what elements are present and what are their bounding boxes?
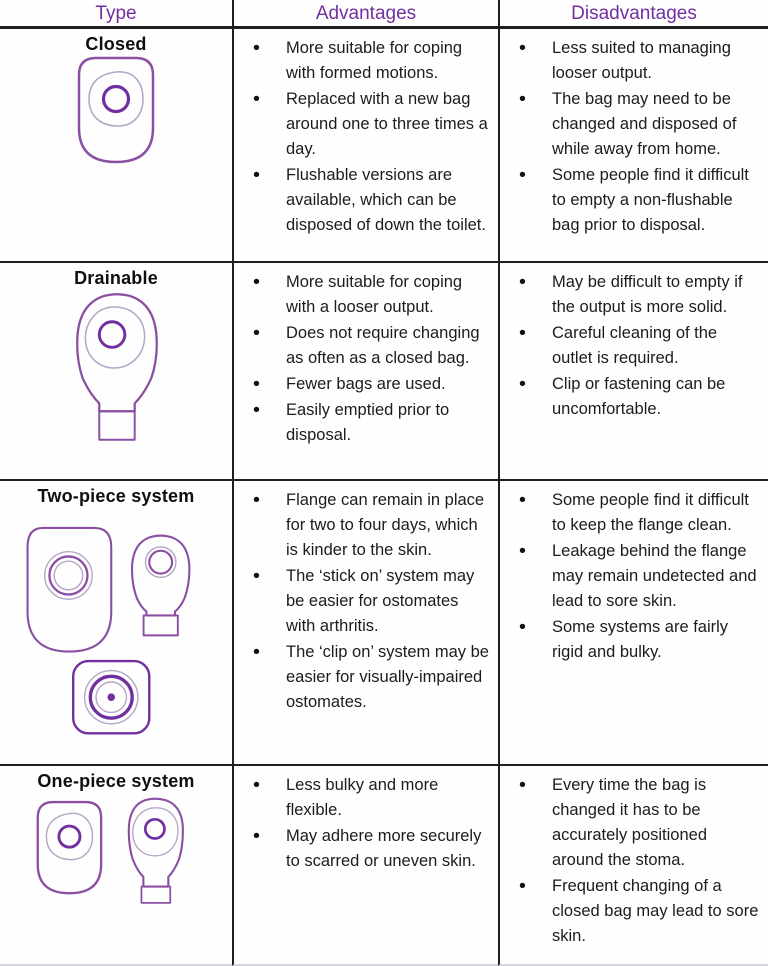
flange-center-dot <box>107 693 115 701</box>
adhesive-wafer-outline <box>85 307 144 368</box>
type-label-one-piece: One-piece system <box>37 771 195 791</box>
type-cell-drainable <box>0 263 232 481</box>
type-label-two-piece: Two-piece system <box>37 486 195 506</box>
header-type: Type <box>0 0 232 29</box>
type-label-closed: Closed <box>85 34 147 54</box>
drainable-bag-wafer-outline <box>133 808 178 856</box>
bullet-item: • More suitable for coping with a looser output. <box>238 270 492 320</box>
closed-bag-illustration <box>54 55 178 167</box>
bullet-item: • The ‘stick on’ system may be easier for ostomates with arthritis. <box>238 564 492 639</box>
bullet-item: • Some people find it difficult to keep the flange clean. <box>504 488 762 538</box>
bullet-item: • Some people find it difficult to empty a non-flushable bag prior to disposal. <box>504 163 762 238</box>
two-piece-advantages-list <box>234 481 498 715</box>
disadvantages-cell-two-piece <box>498 481 768 766</box>
type-label-drainable: Drainable <box>74 268 158 288</box>
bullet-item: • Clip or fastening can be uncomfortable. <box>504 372 762 422</box>
two-piece-system-illustration <box>16 507 216 740</box>
bullet-item: • Flange can remain in place for two to four days, which is kinder to the skin. <box>238 488 492 563</box>
bullet-item: • Fewer bags are used. <box>238 372 492 397</box>
advantages-cell-drainable <box>232 263 498 481</box>
type-cell-closed <box>0 29 232 263</box>
bullet-item: • Less bulky and more flexible. <box>238 773 492 823</box>
one-piece-system-illustration <box>32 792 200 910</box>
bullet-item: • Does not require changing as often as a closed bag. <box>238 321 492 371</box>
drainable-advantages-list <box>234 263 498 448</box>
stoma-opening <box>104 87 129 112</box>
bullet-item: • Leakage behind the flange may remain undetected and lead to sore skin. <box>504 539 762 614</box>
advantages-cell-closed <box>232 29 498 263</box>
bullet-item: • The bag may need to be changed and disposed of while away from home. <box>504 87 762 162</box>
two-piece-disadvantages-list <box>500 481 768 665</box>
adhesive-wafer-outline <box>89 72 143 126</box>
advantages-cell-two-piece <box>232 481 498 766</box>
drainable-bag-illustration <box>57 289 175 445</box>
bullet-item: • Frequent changing of a closed bag may lead to sore skin. <box>504 874 762 949</box>
header-advantages: Advantages <box>232 0 498 29</box>
closed-bag-stoma-opening <box>59 826 80 847</box>
large-bag-coupling-ring <box>49 556 87 594</box>
small-bag-coupling-ring <box>149 551 172 574</box>
bullet-item: • Flushable versions are available, which can be disposed of down the toilet. <box>238 163 492 238</box>
bullet-item: • The ‘clip on’ system may be easier for visually-impaired ostomates. <box>238 640 492 715</box>
bullet-item: • Some systems are fairly rigid and bulky. <box>504 615 762 665</box>
one-piece-advantages-list <box>234 766 498 874</box>
drainable-bag-stoma-opening <box>145 819 164 838</box>
advantages-cell-one-piece <box>232 766 498 966</box>
bullet-item: • Replaced with a new bag around one to three times a day. <box>238 87 492 162</box>
header-disadvantages: Disadvantages <box>498 0 768 29</box>
drainable-bag-drain-outlet <box>141 887 170 903</box>
large-bag-coupling-ring-outer <box>45 552 93 600</box>
closed-advantages-list <box>234 29 498 238</box>
drain-outlet <box>99 411 134 440</box>
drainable-disadvantages-list <box>500 263 768 422</box>
one-piece-disadvantages-list <box>500 766 768 949</box>
bullet-item: • Less suited to managing looser output. <box>504 36 762 86</box>
disadvantages-cell-closed <box>498 29 768 263</box>
closed-disadvantages-list <box>500 29 768 238</box>
bullet-item: • Careful cleaning of the outlet is required. <box>504 321 762 371</box>
bullet-item: • Easily emptied prior to disposal. <box>238 398 492 448</box>
type-cell-two-piece <box>0 481 232 766</box>
bullet-item: • Every time the bag is changed it has to be accurately positioned around the stoma. <box>504 773 762 873</box>
closed-bag-wafer-outline <box>46 813 92 859</box>
small-bag-drain-outlet <box>144 615 178 635</box>
disadvantages-cell-drainable <box>498 263 768 481</box>
bullet-item: • More suitable for coping with formed motions. <box>238 36 492 86</box>
drainable-bag-outline <box>129 799 183 887</box>
large-bag-coupling-ring-inner <box>54 561 83 590</box>
disadvantages-cell-one-piece <box>498 766 768 966</box>
stoma-opening <box>99 322 125 348</box>
bullet-item: • May be difficult to empty if the output is more solid. <box>504 270 762 320</box>
type-cell-one-piece <box>0 766 232 966</box>
bullet-item: • May adhere more securely to scarred or uneven skin. <box>238 824 492 874</box>
